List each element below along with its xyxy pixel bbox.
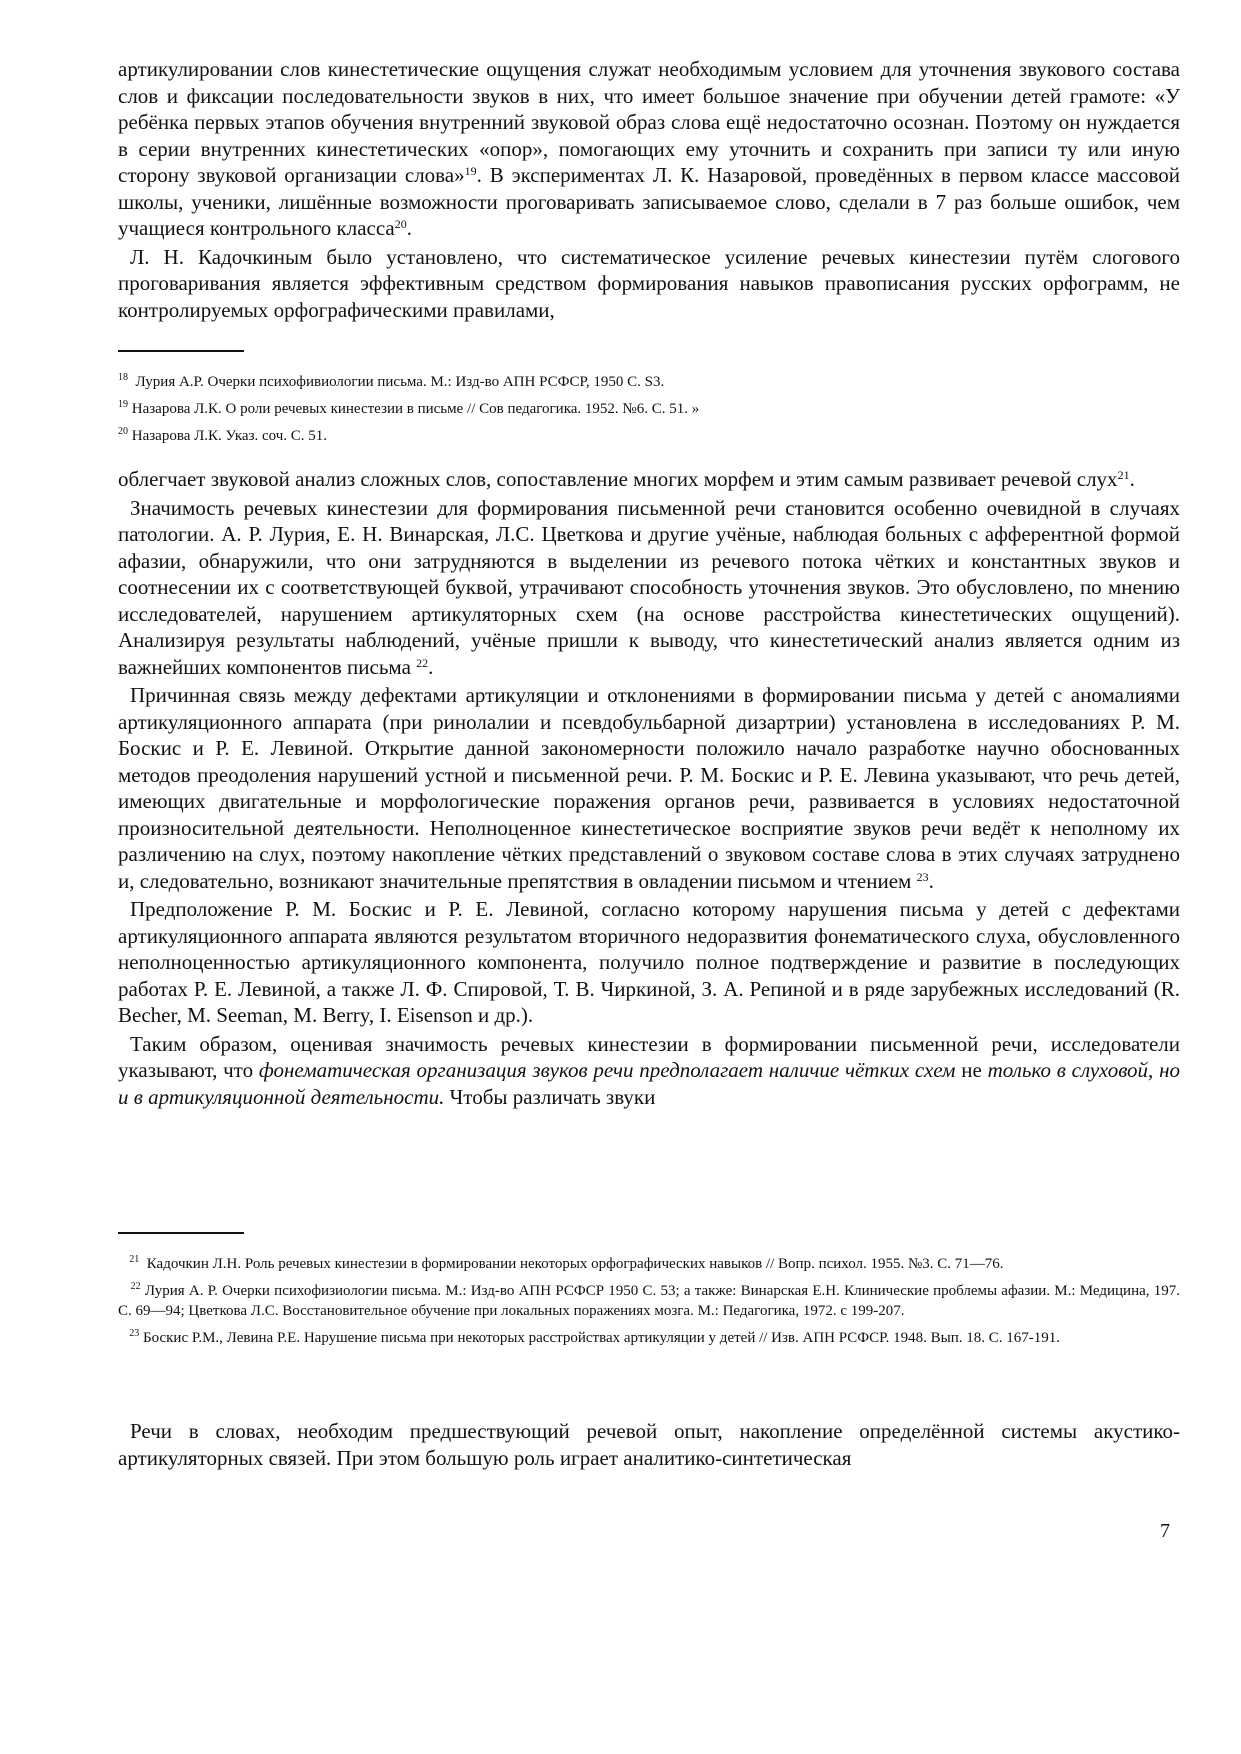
footnotes-bottom (118, 1254, 1180, 1355)
footnote: $^{19}$ Назарова Л.К. О роли речевых кинестезии в письме // Сов педагогика. 1952. №6. С. 51. » (118, 399, 700, 417)
body-text-bottom (118, 1418, 1180, 1473)
paragraph: Предположение Р. М. Боскис и Р. Е. Левиной, согласно которому нарушения письма у детей с дефектами артикуляционного аппарата являются результатом вторичного недоразвития фонематического слуха, обусловленного неполноценностью артикуляционного компонента, получило полное подтверждение и развитие в последующих работах Р. Е. Левиной, а также Л. Ф. Спировой, Т. В. Чиркиной, З. А. Репиной и в ряде зарубежных исследований (R. Becher, M. Seeman, M. Berry, I. Eisenson и др.). (118, 897, 1180, 1027)
footnote: $^{21}$ Кадочкин Л.Н. Роль речевых кинестезии в формировании некоторых орфографических навыков // Вопр. психол. 1955. №3. С. 71—76. (129, 1254, 1004, 1272)
footnote-ref[interactable]: 20 (394, 217, 407, 231)
footnote-ref[interactable]: 22 (416, 655, 429, 670)
paragraph: Причинная связь между дефектами артикуляции и отклонениями в формировании письма у детей с аномалиями артикуляционного аппарата (при ринолалии и псевдобульбарной дизартрии) установлена в исследованиях Р. М. Боскис и Р. Е. Левиной. Открытие данной закономерности положило начало разработке научно обоснованных методов преодоления нарушений устной и письменной речи. Р. М. Боскис и Р. Е. Левина указывают, что речь детей, имеющих двигательные и морфологические поражения органов речи, развивается в условиях недостаточной произносительной деятельности. Неполноценное кинестетическое восприятие звуков речи ведёт к неполному их различению на слух, поэтому накопление чётких представлений о звуковом составе слова в этих случаях затруднено и, следовательно, возникают значительные препятствия в овладении письмом и чтением $^{23}$. (118, 683, 1180, 893)
paragraph: облегчает звуковой анализ сложных слов, сопоставление многих морфем и этим самым развивает речевой слух$^{21}$. (118, 467, 1135, 491)
footnote: $^{22}$ Лурия А. Р. Очерки психофизиологии письма. М.: Изд-во АПН РСФСР 1950 С. 53; а также: Винарская Е.Н. Клинические проблемы афазии. М.: Медицина, 197. С. 69—94; Цветкова Л.С. Восстановительное обучение при локальных поражениях мозга. М.: Педагогика, 1972. с 199-207. (118, 1281, 1180, 1319)
page-number: 7 (1160, 1520, 1170, 1542)
footnote-ref[interactable]: 21 (1117, 468, 1130, 482)
paragraph: Речи в словах, необходим предшествующий речевой опыт, накопление определённой системы акустико-артикуляторных связей. При этом большую роль играет аналитико-синтетическая (118, 1419, 1180, 1470)
paragraph: Значимость речевых кинестезии для формирования письменной речи становится особенно очевидной в случаях патологии. А. Р. Лурия, Е. Н. Винарская, Л.С. Цветкова и другие учёные, наблюдая больных с афферентной формой афазии, обнаружили, что они затрудняются в выделении из речевого потока чётких и константных звуков и соотнесении их с соответствующей буквой, утрачивают способность уточнения звуков. Это обусловлено, по мнению исследователей, нарушением артикуляторных схем (на основе расстройства кинестетических ощущений). Анализируя результаты наблюдений, учёные пришли к выводу, что кинестетический анализ является одним из важнейших компонентов письма $^{22}$. (118, 495, 1180, 679)
footnote-separator (118, 350, 244, 352)
paragraph: Л. Н. Кадочкиным было установлено, что систематическое усиление речевых кинестезии путём слогового проговаривания является эффективным средством формирования навыков правописания русских орфограмм, не контролируемых орфографическими правилами, (118, 244, 1180, 322)
paragraph: Таким образом, оценивая значимость речевых кинестезии в формировании письменной речи, исследователи указывают, что фонематическая организация звуков речи предполагает наличие чётких схем не только в слуховой, но и в артикуляционной деятельности. Чтобы различать звуки (118, 1031, 1181, 1109)
footnote: $^{23}$ Боскис Р.М., Левина Р.Е. Нарушение письма при некоторых расстройствах артикуляции у детей // Изв. АПН РСФСР. 1948. Вып. 18. С. 167-191. (129, 1328, 1060, 1346)
footnote-ref[interactable]: 19 (464, 164, 477, 178)
footnote: $^{20}$ Назарова Л.К. Указ. соч. С. 51. (118, 426, 328, 444)
footnote-separator (118, 1232, 244, 1234)
paragraph: артикулировании слов кинестетические ощущения служат необходимым условием для уточнения звукового состава слов и фиксации последовательности звуков в них, что имеет большое значение при обучении детей грамоте: «У ребёнка первых этапов обучения внутренний звуковой образ слова ещё недостаточно осознан. Поэтому он нуждается в серии внутренних кинестетических «опор», помогающих ему уточнить и сохранить при записи ту или иную сторону звуковой организации слова»$^{19}$. В экспериментах Л. К. Назаровой, проведённых в первом классе массовой школы, ученики, лишённые возможности проговаривать записываемое слово, сделали в 7 раз больше ошибок, чем учащиеся контрольного класса$^{20}$. (118, 57, 1180, 240)
body-text-middle (118, 466, 1180, 1112)
footnote: $^{18}$ Лурия А.Р. Очерки психофивиологии письма. М.: Изд-во АПН РСФСР, 1950 С. S3. (118, 372, 665, 390)
footnote-ref[interactable]: 23 (916, 869, 929, 884)
footnotes-top (118, 372, 1180, 453)
body-text-top (118, 56, 1180, 325)
